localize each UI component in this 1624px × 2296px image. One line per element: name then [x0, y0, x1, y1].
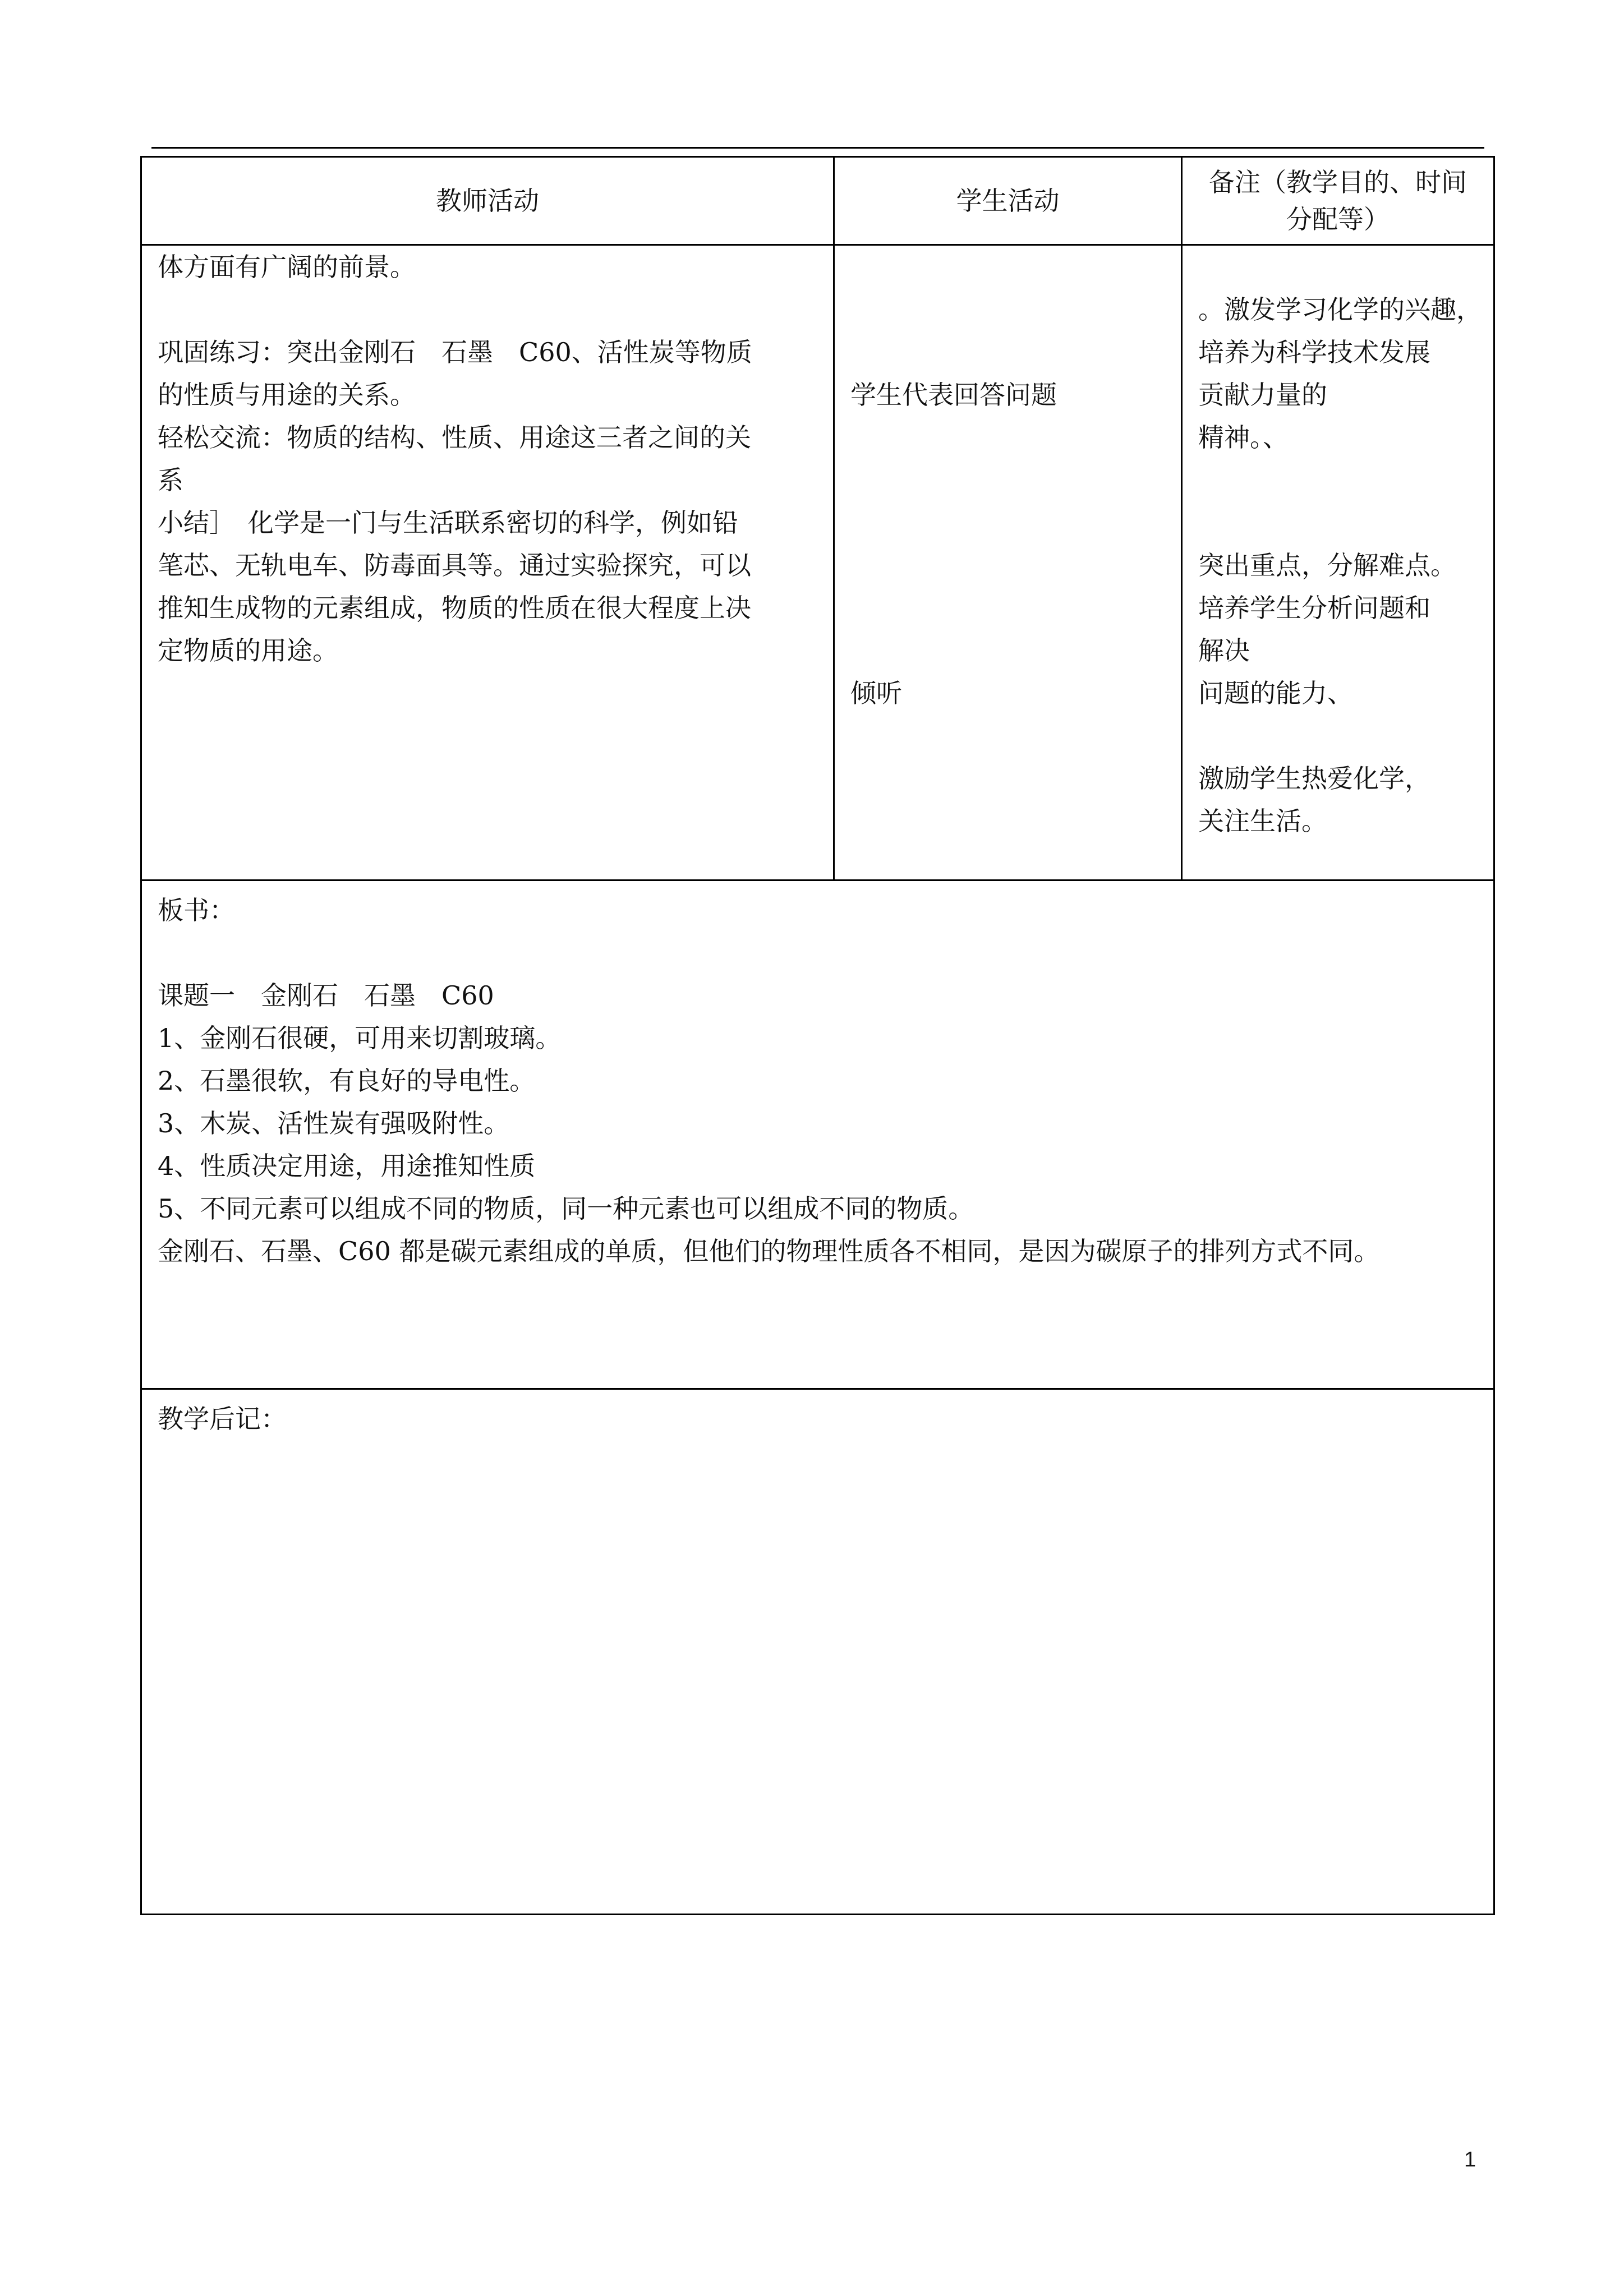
- board-line: 2、石墨很软，有良好的导电性。: [158, 1066, 536, 1096]
- teacher-line: 推知生成物的元素组成，物质的性质在很大程度上决: [158, 593, 751, 623]
- board-line: 3、木炭、活性炭有强吸附性。: [158, 1108, 510, 1138]
- note-line: 问题的能力、: [1198, 678, 1353, 708]
- board-line: 课题一 金刚石 石墨 C60: [158, 980, 494, 1011]
- afterword-label: 教学后记：: [158, 1404, 287, 1434]
- board-line: 1、金刚石很硬，可用来切割玻璃。: [158, 1023, 562, 1053]
- afterword-cell: [141, 1389, 1494, 1915]
- afterword-row: [141, 1389, 1494, 1915]
- note-line: 培养学生分析问题和: [1198, 593, 1430, 623]
- teacher-line: 系: [158, 465, 183, 495]
- student-listen: 倾听: [850, 678, 902, 708]
- teacher-line: 体方面有广阔的前景。: [158, 252, 416, 282]
- note-line: 精神。、: [1198, 422, 1289, 453]
- board-line: 5、不同元素可以组成不同的物质，同一种元素也可以组成不同的物质。: [158, 1193, 974, 1224]
- note-line: 。激发学习化学的兴趣，: [1198, 294, 1482, 325]
- note-line: 解决: [1198, 635, 1250, 666]
- teacher-line: 定物质的用途。: [158, 635, 338, 666]
- header-teacher: 教师活动: [141, 157, 834, 245]
- header-student: 学生活动: [834, 157, 1182, 245]
- header-note: [1182, 157, 1494, 245]
- note-cell: [1182, 245, 1494, 880]
- content-row: [141, 245, 1494, 880]
- page-number: 1: [1464, 2148, 1476, 2171]
- teacher-activity-cell: [141, 245, 834, 880]
- note-line: 激励学生热爱化学，: [1198, 763, 1430, 794]
- header-row: [141, 157, 1494, 245]
- student-activity-cell: [834, 245, 1182, 880]
- note-line: 突出重点，分解难点。: [1198, 550, 1456, 580]
- board-row: [141, 880, 1494, 1389]
- board-label: 板书：: [158, 895, 235, 925]
- teacher-line: 巩固练习：突出金刚石 石墨 C60、活性炭等物质: [158, 337, 752, 367]
- header-note-line1: 备注（教学目的、时间: [1209, 167, 1467, 197]
- board-line: 4、性质决定用途，用途推知性质: [158, 1151, 536, 1181]
- teacher-line: 轻松交流：物质的结构、性质、用途这三者之间的关: [158, 422, 751, 453]
- board-line: 金刚石、石墨、C60 都是碳元素组成的单质，但他们的物理性质各不相同，是因为碳原子的排列方式不同。: [158, 1236, 1380, 1266]
- lesson-plan-table: [140, 156, 1495, 1915]
- note-line: 贡献力量的: [1198, 380, 1327, 410]
- note-line: 培养为科学技术发展: [1198, 337, 1430, 367]
- note-line: 关注生活。: [1198, 806, 1327, 836]
- header-rule: [151, 147, 1484, 149]
- teacher-line: 的性质与用途的关系。: [158, 380, 416, 410]
- teacher-line: 笔芯、无轨电车、防毒面具等。通过实验探究，可以: [158, 550, 751, 580]
- student-answer: 学生代表回答问题: [850, 380, 1057, 410]
- teacher-line: 小结］ 化学是一门与生活联系密切的科学，例如铅: [158, 508, 738, 538]
- header-note-line2: 分配等）: [1286, 204, 1390, 234]
- board-cell: [141, 880, 1494, 1389]
